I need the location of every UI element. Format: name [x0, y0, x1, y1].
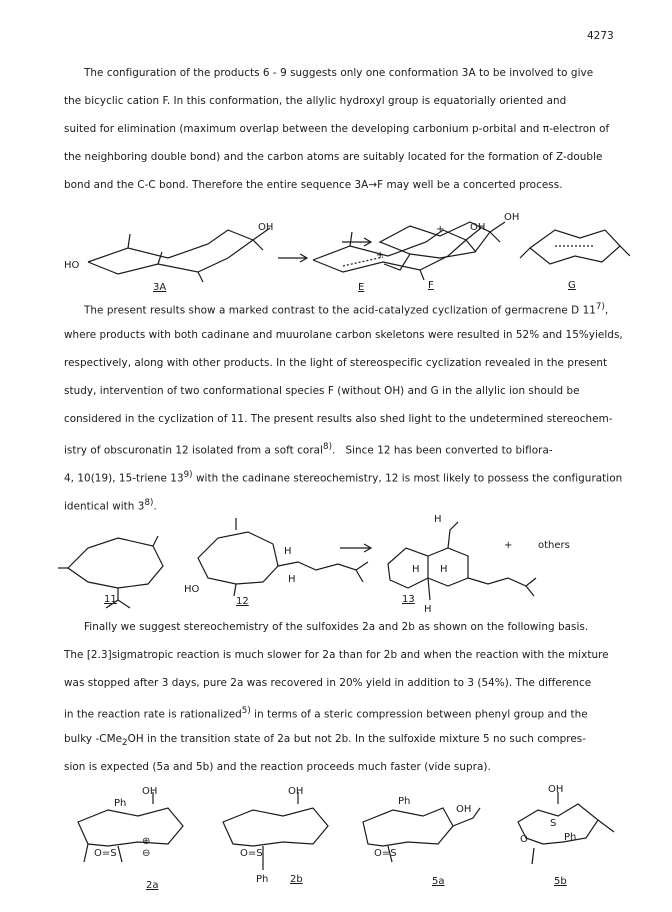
atom-Ph-5a: Ph: [398, 796, 411, 807]
label-F: F: [428, 280, 434, 291]
atom-Ph-2b: Ph: [256, 874, 269, 885]
atom-OH-5a: OH: [456, 804, 472, 815]
para1-line5: bond and the C-C bond. Therefore the entire sequence 3A→F may well be a concerted process.: [64, 179, 563, 191]
para3-line6: sion is expected (5a and 5b) and the reaction proceeds much faster (vide supra).: [64, 761, 491, 773]
atom-H-13b: H: [412, 564, 420, 575]
atom-OH-5b: OH: [548, 784, 564, 795]
para1-line4: the neighboring double bond) and the carbon atoms are suitably located for the formation of Z-double: [64, 151, 603, 163]
page-number: 4273: [587, 30, 614, 42]
atom-OH-2a: OH: [142, 786, 158, 797]
structure-13: [388, 522, 536, 600]
para1-line3: suited for elimination (maximum overlap between the developing carbonium p-orbital and π-electron of: [64, 123, 610, 135]
atom-HO-12: HO: [184, 584, 200, 595]
para2-line7: 4, 10(19), 15-triene 13$^{9)}$ with the cadinane stereochemistry, 12 is most likely to possess the configuration: [64, 470, 623, 485]
label-2a: 2a: [146, 880, 159, 891]
atom-O-5b: O: [520, 834, 528, 845]
para1-line1: The configuration of the products 6 - 9 suggests only one conformation 3A to be involved to give: [84, 67, 594, 79]
para2-line3: respectively, along with other products. In the light of stereospecific cyclization revealed in the present: [64, 357, 608, 369]
atom-H-13c: H: [440, 564, 448, 575]
para2-line8: identical with 3$^{8)}$.: [64, 498, 157, 513]
para3-line3: was stopped after 3 days, pure 2a was recovered in 20% yield in addition to 3 (54%). The difference: [64, 677, 592, 689]
charge-F: +: [436, 224, 445, 235]
scheme-sulfoxides: [58, 782, 628, 902]
atom-S-5b: S: [550, 818, 557, 829]
charge-plus-2a: ⊕: [142, 836, 151, 847]
para2-line1: The present results show a marked contrast to the acid-catalyzed cyclization of germacrene D 11$^{7)}$,: [84, 302, 609, 317]
atom-OS-2b: O=S: [240, 848, 263, 859]
atom-OH-2b: OH: [288, 786, 304, 797]
scheme-cyclization: [58, 508, 618, 618]
atom-OS-2a: O=S: [94, 848, 117, 859]
label-11: 11: [104, 594, 117, 605]
label-13: 13: [402, 594, 415, 605]
charge-E: +: [376, 250, 385, 261]
atom-Ph-5b: Ph: [564, 832, 577, 843]
structure-2b: [223, 792, 328, 870]
others-label: others: [538, 540, 570, 551]
label-5b: 5b: [554, 876, 567, 887]
structure-3A: [88, 228, 270, 282]
atom-H-13d: H: [424, 604, 432, 615]
atom-H-13a: H: [434, 514, 442, 525]
charge-minus-2a: ⊖: [142, 848, 151, 859]
atom-OS-5a: O=S: [374, 848, 397, 859]
label-2b: 2b: [290, 874, 303, 885]
atom-H-12b: H: [288, 574, 296, 585]
atom-Ph-2a: Ph: [114, 798, 127, 809]
label-3A: 3A: [153, 282, 167, 293]
label-12: 12: [236, 596, 249, 607]
atom-HO-3A: HO: [64, 260, 80, 271]
para2-line2: where products with both cadinane and muurolane carbon skeletons were resulted in 52% and 15%yields,: [64, 329, 623, 341]
label-5a: 5a: [432, 876, 445, 887]
atom-OH-E: OH: [470, 222, 486, 233]
para3-line4: in the reaction rate is rationalized$^{5)}$ in terms of a steric compression between phenyl group and the: [64, 706, 588, 721]
atom-OH-3A: OH: [258, 222, 274, 233]
structure-G: [520, 230, 630, 264]
atom-H-12a: H: [284, 546, 292, 557]
para3-line2: The [2.3]sigmatropic reaction is much slower for 2a than for 2b and when the reaction with the mixture: [64, 649, 609, 661]
para1-line2: the bicyclic cation F. In this conformation, the allylic hydroxyl group is equatorially oriented and: [64, 95, 567, 107]
label-E: E: [358, 282, 365, 293]
label-G: G: [568, 280, 576, 291]
structure-5b: [518, 792, 614, 864]
para3-line1: Finally we suggest stereochemistry of the sulfoxides 2a and 2b as shown on the following basis.: [84, 621, 589, 633]
scheme-conformations-right: [340, 208, 630, 298]
structure-12: [198, 518, 368, 596]
para2-line6: istry of obscuronatin 12 isolated from a soft coral$^{8)}$. Since 12 has been converted to biflora-: [64, 442, 553, 457]
atom-OH-F: OH: [504, 212, 520, 223]
para2-line5: considered in the cyclization of 11. The present results also shed light to the undetermined stereochem-: [64, 413, 613, 425]
plus-sign: +: [504, 540, 513, 551]
para2-line4: study, intervention of two conformational species F (without OH) and G in the allylic ion should be: [64, 385, 580, 397]
para3-line5: bulky -CMe$_2$OH in the transition state of 2a but not 2b. In the sulfoxide mixture 5 no such compres-: [64, 733, 587, 749]
